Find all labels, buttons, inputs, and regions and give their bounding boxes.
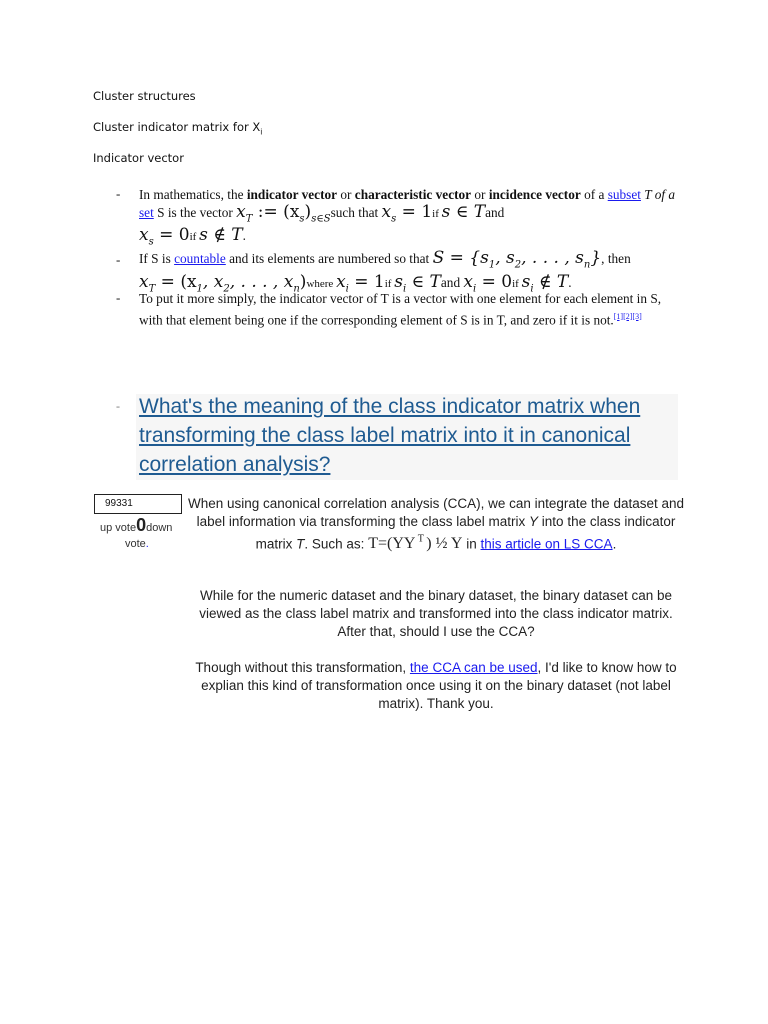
- link-references[interactable]: [1][2][3]: [613, 311, 642, 321]
- bullet-marker: -: [116, 399, 120, 413]
- math-xt-tuple: $x_T = (x_1$, $x_2$, . . . , $x_n$): [139, 271, 307, 295]
- math-xi-zero: $x_i = 0$: [463, 271, 513, 295]
- paragraph-simple-explanation: To put it more simply, the indicator vector of T is a vector with one element for each element in S, with that element being one if the corresponding element of S is in T, and zero if it is not.[1][2][3]: [139, 291, 662, 327]
- vote-count: 0: [136, 515, 147, 535]
- math-xs-zero: $x_s = 0$: [139, 225, 190, 248]
- vote-line: [100, 515, 172, 536]
- vote-count-box: 99331: [94, 494, 182, 514]
- heading-subscript: i: [260, 127, 263, 137]
- math-xs-one: $x_s = 1$: [381, 201, 433, 224]
- vote-line-2: vote.: [125, 538, 149, 550]
- bullet-marker: -: [116, 252, 121, 267]
- link-set[interactable]: set: [139, 204, 154, 220]
- heading-indicator-vector: Indicator vector: [93, 151, 184, 165]
- question-title-link[interactable]: What's the meaning of the class indicator matrix when transforming the class label matrix into it in canonical correlation analysis?: [139, 395, 641, 476]
- math-s-set: $S = \{s_1$, $s_2$, . . . , $s_n$}: [432, 248, 602, 271]
- heading-text: Cluster indicator matrix for X: [93, 120, 261, 134]
- link-subset[interactable]: subset: [607, 187, 641, 202]
- paragraph-indicator-definition: In mathematics, the indicator vector or characteristic vector or incidence vector of a subset T of a set S is the vector $x_T$ := $(x_s)_{s\in S}such$ that $x_s = 1if$ s ∈ Tand $x_s = 0if$ s ∉ T.: [139, 187, 676, 248]
- heading-cluster-structures: Cluster structures: [93, 89, 196, 103]
- link-cca-can-be-used[interactable]: the CCA can be used: [409, 660, 538, 675]
- bullet-marker: -: [116, 290, 121, 305]
- question-body-paragraph-2: While for the numeric dataset and the binary dataset, the binary dataset can be viewed as the class label matrix and transformed into the class indicator matrix. After that, should I use the CCA?: [199, 588, 673, 639]
- bullet-marker: -: [116, 186, 121, 201]
- question-body-paragraph-3: Though without this transformation, the CCA can be used, I'd like to know how to explian this kind of transformation once using it on the binary dataset (not label matrix). Thank you.: [195, 660, 677, 711]
- down-vote-label[interactable]: down: [146, 522, 173, 534]
- up-vote-label[interactable]: up vote: [100, 522, 137, 534]
- vote-link[interactable]: .: [145, 538, 149, 550]
- math-xi-one: $x_i = 1$: [336, 271, 385, 295]
- paragraph-countable: If S is countable and its elements are numbered so that $S = \{s_1$, $s_2$, . . . , $s_n$}, then $x_T = (x_1$, $x_2$, . . . , $x_n)where$ $x_i = 1if$ $s_i$ ∈ Tand $x_i = 0if$ $s_i$ ∉ T.: [139, 248, 631, 295]
- formula: T=(YY $^T$ ) ½ Y: [368, 534, 463, 553]
- heading-cluster-indicator-matrix: [93, 120, 262, 136]
- question-body-paragraph-1: When using canonical correlation analysis (CCA), we can integrate the dataset and label information via transforming the class label matrix Y into the class indicator matrix T. Such as: T=(YY $^T$ ) ½ Y in this article on LS CCA.: [187, 496, 685, 553]
- math-xt-definition: $x_T$ := $(x_s)_{s\in S}$: [236, 201, 331, 224]
- link-ls-cca-article[interactable]: this article on LS CCA: [480, 536, 613, 552]
- link-countable[interactable]: countable: [174, 251, 226, 266]
